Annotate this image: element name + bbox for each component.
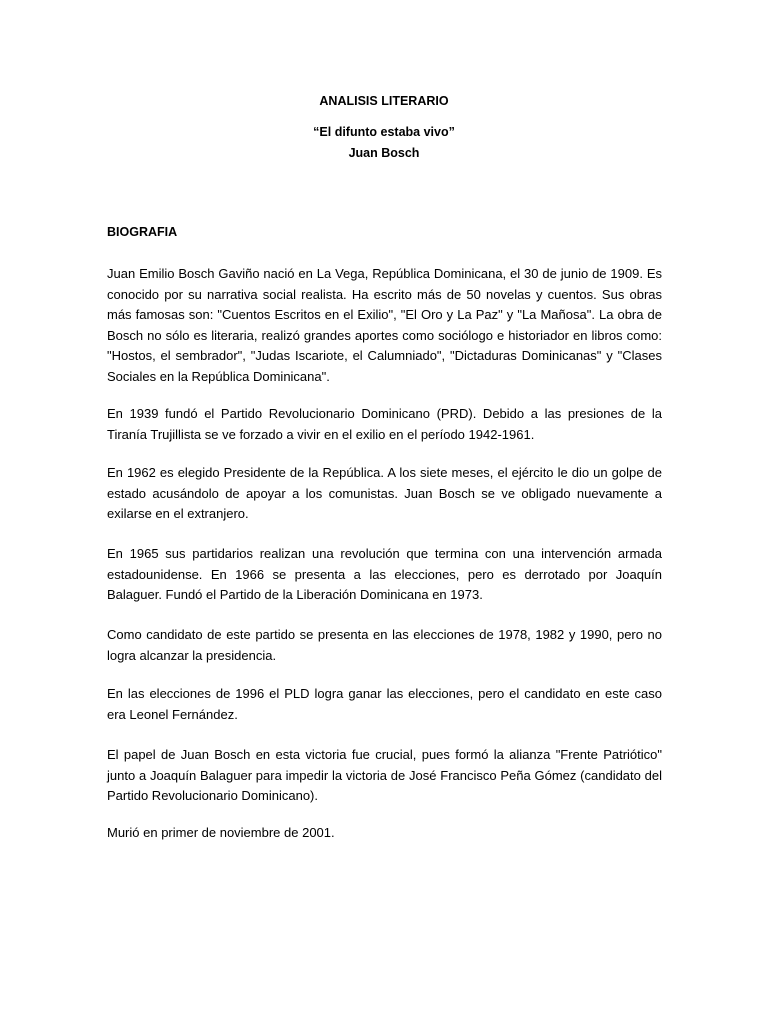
paragraph-death: Murió en primer de noviembre de 2001. [107,825,335,840]
paragraph-frente-patriotico: El papel de Juan Bosch en esta victoria fue crucial, pues formó la alianza "Frente Patriótico" junto a Joaquín Balaguer para impedir la victoria de José Francisco Peña Gómez (candidato del Partido Revolucionario Dominicano). [107,747,662,803]
document-title: ANALISIS LITERARIO [319,94,449,108]
paragraph-presidency: En 1962 es elegido Presidente de la República. A los siete meses, el ejército le dio un golpe de estado acusándolo de apoyar a los comunistas. Juan Bosch se ve obligado nuevamente a exilarse en el extranjero. [107,465,662,521]
paragraph-candidacies: Como candidato de este partido se presenta en las elecciones de 1978, 1982 y 1990, pero no logra alcanzar la presidencia. [107,627,662,663]
paragraph-revolution: En 1965 sus partidarios realizan una revolución que termina con una intervención armada estadounidense. En 1966 se presenta a las elecciones, pero es derrotado por Joaquín Balaguer. Fundó el Partido de la Liberación Dominicana en 1973. [107,546,662,602]
paragraph-birth-works: Juan Emilio Bosch Gaviño nació en La Vega, República Dominicana, el 30 de junio de 1909. Es conocido por su narrativa social realista. Ha escrito más de 50 novelas y cuentos. Sus obras más famosas son: "Cuentos Escritos en el Exilio", "El Oro y La Paz" y "La Mañosa". La obra de Bosch no sólo es literaria, realizó grandes aportes como sociólogo e historiador en libros como: "Hostos, el sembrador", "Judas Iscariote, el Calumniado", "Dictaduras Dominicanas" y "Clases Sociales en la República Dominicana". [107,266,662,384]
paragraph-prd-exile: En 1939 fundó el Partido Revolucionario Dominicano (PRD). Debido a las presiones de la Tiranía Trujillista se ve forzado a vivir en el exilio en el período 1942-1961. [107,406,662,442]
paragraph-1996-elections: En las elecciones de 1996 el PLD logra ganar las elecciones, pero el candidato en este caso era Leonel Fernández. [107,686,662,722]
author-name: Juan Bosch [348,146,420,160]
work-title: “El difunto estaba vivo” [313,125,455,139]
section-heading-biografia: BIOGRAFIA [107,225,178,239]
